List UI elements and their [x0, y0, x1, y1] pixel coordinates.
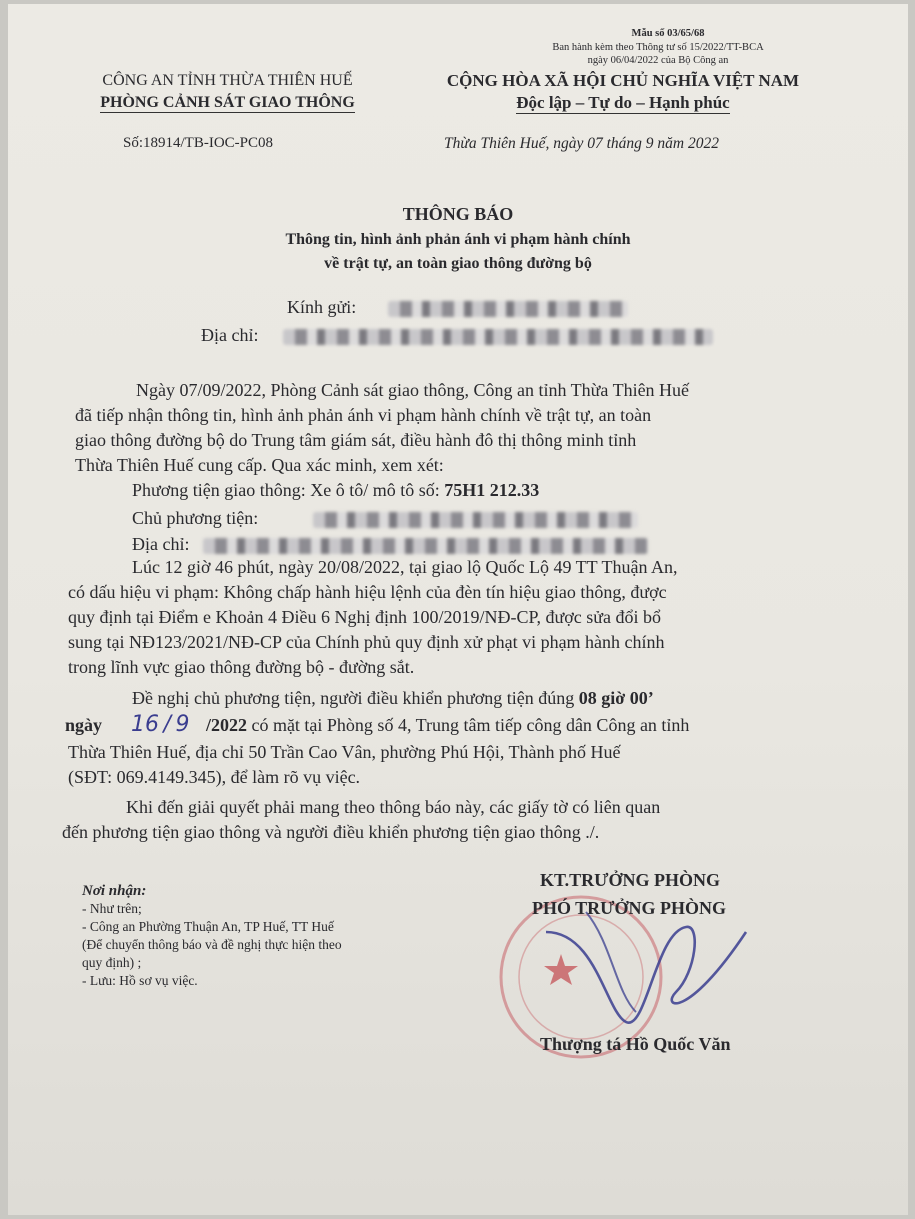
license-plate: 75H1 212.33 [444, 480, 540, 500]
document-number: Số:18914/TB-IOC-PC08 [123, 135, 274, 151]
document-subtitle-2: về trật tự, an toàn giao thông đường bộ [324, 255, 592, 272]
recipients-block [82, 882, 342, 990]
nation-header [403, 70, 843, 114]
body-line: quy định tại Điểm e Khoản 4 Điều 6 Nghị định 100/2019/NĐ-CP, được sửa đổi bổ [68, 607, 661, 627]
body-line [132, 686, 654, 710]
recipient-item: - Công an Phường Thuận An, TP Huế, TT Huế [82, 919, 334, 934]
form-meta [568, 27, 768, 40]
body-line: (SĐT: 069.4149.345), để làm rõ vụ việc. [68, 767, 361, 787]
body-line: Thừa Thiên Huế cung cấp. Qua xác minh, xem xét: [75, 455, 444, 475]
body-text: Đề nghị chủ phương tiện, người điều khiển phương tiện đúng [132, 688, 575, 708]
signature-role-1: KT.TRƯỞNG PHÒNG [540, 870, 720, 890]
owner-label: Chủ phương tiện: [132, 508, 259, 528]
appointment-year: /2022 [205, 715, 247, 735]
body-line: Ngày 07/09/2022, Phòng Cảnh sát giao thông, Công an tỉnh Thừa Thiên Huế [136, 380, 690, 400]
appointment-ngay: ngày [65, 715, 103, 735]
owner-address-label: Địa chỉ: [132, 534, 190, 554]
redacted-address [283, 329, 713, 345]
handwritten-month: 9 [175, 712, 190, 737]
recipient-item: quy định) ; [82, 955, 142, 970]
appointment-time: 08 giờ 00’ [578, 688, 654, 708]
vehicle-label: Phương tiện giao thông: Xe ô tô/ mô tô số: [132, 480, 440, 500]
nation-motto: Độc lập – Tự do – Hạnh phúc [516, 93, 730, 112]
body-line: sung tại NĐ123/2021/NĐ-CP của Chính phủ quy định xử phạt vi phạm hành chính [68, 632, 665, 652]
signature-name: Thượng tá Hồ Quốc Văn [540, 1034, 731, 1054]
agency-header [60, 70, 395, 114]
place-date: Thừa Thiên Huế, ngày 07 tháng 9 năm 2022 [444, 135, 719, 152]
redacted-recipient [388, 301, 628, 317]
body-text: có mặt tại Phòng số 4, Trung tâm tiếp công dân Công an tỉnh [251, 715, 690, 735]
body-line: đã tiếp nhận thông tin, hình ảnh phản ánh vi phạm hành chính về trật tự, an toàn [75, 405, 652, 425]
address-label: Địa chỉ: [201, 325, 259, 345]
recipient-item: - Lưu: Hồ sơ vụ việc. [82, 973, 198, 988]
recipient-item: (Để chuyển thông báo và đề nghị thực hiện theo [82, 937, 342, 952]
appointment-date-line [65, 713, 689, 737]
recipient-label: Kính gửi: [287, 297, 357, 317]
body-line: Khi đến giải quyết phải mang theo thông báo này, các giấy tờ có liên quan [126, 797, 661, 817]
vehicle-line [132, 478, 539, 502]
handwritten-day: 16 [131, 712, 160, 737]
nation-name: CỘNG HÒA XÃ HỘI CHỦ NGHĨA VIỆT NAM [446, 71, 800, 90]
agency-office: PHÒNG CẢNH SÁT GIAO THÔNG [100, 94, 355, 111]
body-line: Thừa Thiên Huế, địa chỉ 50 Trần Cao Vân, phường Phú Hội, Thành phố Huế [68, 742, 621, 762]
form-issued-block [488, 41, 828, 67]
recipient-item: - Như trên; [82, 901, 142, 916]
body-line: trong lĩnh vực giao thông đường bộ - đường sắt. [68, 657, 415, 677]
body-line: Lúc 12 giờ 46 phút, ngày 20/08/2022, tại giao lộ Quốc Lộ 49 TT Thuận An, [132, 557, 678, 577]
document-page [8, 4, 908, 1215]
document-subtitle-1: Thông tin, hình ảnh phản ánh vi phạm hành chính [285, 231, 631, 248]
form-issued: Ban hành kèm theo Thông tư số 15/2022/TT-BCA [552, 42, 764, 53]
body-line: có dấu hiệu vi phạm: Không chấp hành hiệu lệnh của đèn tín hiệu giao thông, được [68, 582, 667, 602]
redacted-owner-address [203, 538, 648, 554]
recipients-title: Nơi nhận: [82, 883, 147, 899]
form-number: Mẫu số 03/65/68 [631, 28, 705, 39]
form-date: ngày 06/04/2022 của Bộ Công an [587, 55, 729, 66]
agency-parent: CÔNG AN TỈNH THỪA THIÊN HUẾ [102, 72, 353, 89]
document-title: THÔNG BÁO [402, 204, 514, 224]
body-line: đến phương tiện giao thông và người điều khiển phương tiện giao thông ./. [62, 822, 600, 842]
signature-role-2: PHÓ TRƯỞNG PHÒNG [532, 898, 727, 918]
body-line: giao thông đường bộ do Trung tâm giám sát, điều hành đô thị thông minh tỉnh [75, 430, 637, 450]
handwritten-slash: / [163, 712, 171, 737]
redacted-owner [313, 512, 638, 528]
